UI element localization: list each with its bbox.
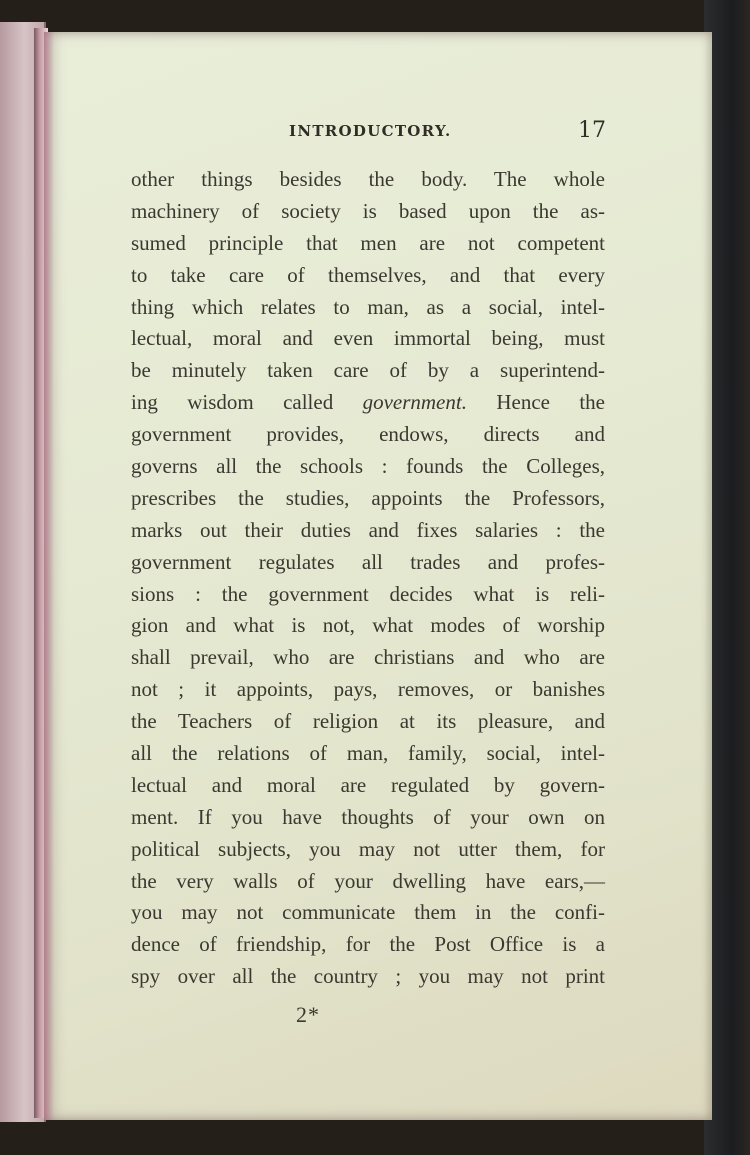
running-head xyxy=(0,118,750,148)
text-line: all the relations of man, family, social, intel- xyxy=(131,741,605,766)
text-line: sumed principle that men are not competent xyxy=(131,230,605,255)
text-line: be minutely taken care of by a superintend- xyxy=(131,358,605,383)
text-line: thing which relates to man, as a social, intel- xyxy=(131,294,605,319)
text-line: lectual, moral and even immortal being, must xyxy=(131,326,605,351)
text-line: gion and what is not, what modes of worship xyxy=(131,613,605,638)
text-segment: Hence the xyxy=(466,390,605,415)
text-line: not ; it appoints, pays, removes, or banishes xyxy=(131,677,605,702)
text-line: sions : the government decides what is reli- xyxy=(131,581,605,606)
text-line: other things besides the body. The whole xyxy=(131,167,605,191)
text-line: you may not communicate them in the confi- xyxy=(131,900,605,925)
body-text xyxy=(131,164,605,993)
text-line: political subjects, you may not utter them, for xyxy=(131,836,605,861)
page-number: 17 xyxy=(578,118,606,143)
text-line: spy over all the country ; you may not print xyxy=(131,964,605,989)
text-line: government regulates all trades and profes- xyxy=(131,549,605,574)
text-line: government provides, endows, directs and xyxy=(131,422,605,447)
text-line-with-italic xyxy=(131,387,605,419)
italic-word: government. xyxy=(362,390,467,415)
text-segment: ing wisdom called xyxy=(131,390,363,415)
text-line: marks out their duties and fixes salaries : the xyxy=(131,517,605,542)
text-line: to take care of themselves, and that every xyxy=(131,262,605,287)
text-line: prescribes the studies, appoints the Professors, xyxy=(131,485,605,510)
running-title: INTRODUCTORY. xyxy=(289,122,452,140)
text-line: governs all the schools : founds the Colleges, xyxy=(131,454,605,479)
text-line: dence of friendship, for the Post Office is a xyxy=(131,932,605,957)
text-line: the Teachers of religion at its pleasure, and xyxy=(131,709,605,734)
text-line: machinery of society is based upon the as- xyxy=(131,198,605,223)
text-line: shall prevail, who are christians and who are xyxy=(131,645,605,670)
text-line: lectual and moral are regulated by govern- xyxy=(131,772,605,797)
signature-mark: 2* xyxy=(296,1002,320,1027)
gutter-shadow xyxy=(44,32,54,1120)
text-line: ment. If you have thoughts of your own on xyxy=(131,804,605,829)
text-line: the very walls of your dwelling have ears,— xyxy=(131,868,605,893)
